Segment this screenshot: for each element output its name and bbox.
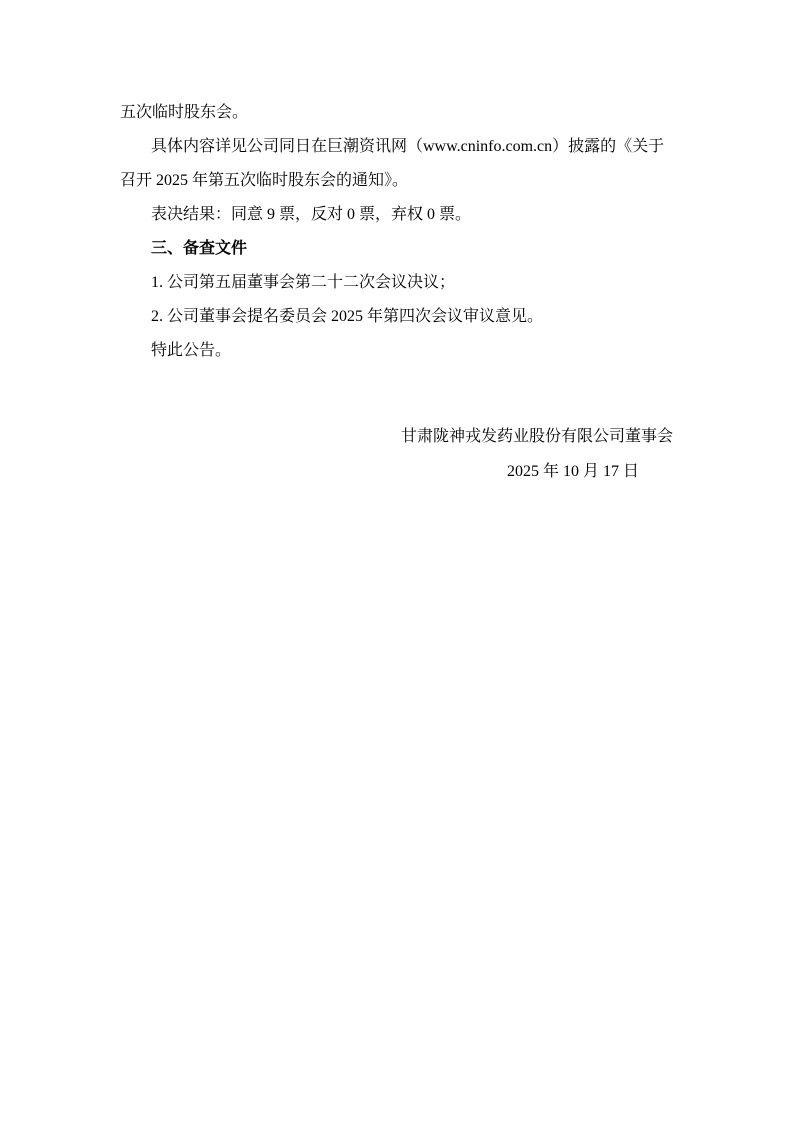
- document-line: 2. 公司董事会提名委员会 2025 年第四次会议审议意见。: [151, 308, 544, 325]
- document-line: 1. 公司第五届董事会第二十二次会议决议；: [151, 274, 456, 291]
- document-line: 特此公告。: [151, 342, 232, 359]
- section-heading: 三、备查文件: [151, 240, 248, 257]
- document-line: 表决结果：同意 9 票，反对 0 票，弃权 0 票。: [151, 206, 472, 223]
- signature-company: 甘肃陇神戎发药业股份有限公司董事会: [400, 428, 673, 445]
- document-paragraphs: [120, 96, 673, 368]
- document-line: 召开 2025 年第五次临时股东会的通知》。: [120, 172, 409, 189]
- document-body: [120, 96, 673, 489]
- document-line: 具体内容详见公司同日在巨潮资讯网（www.cninfo.com.cn）披露的《关于: [151, 138, 665, 155]
- document-line: 五次临时股东会。: [120, 104, 249, 121]
- signature-date: 2025 年 10 月 17 日: [506, 463, 639, 480]
- signature-block: [120, 419, 673, 489]
